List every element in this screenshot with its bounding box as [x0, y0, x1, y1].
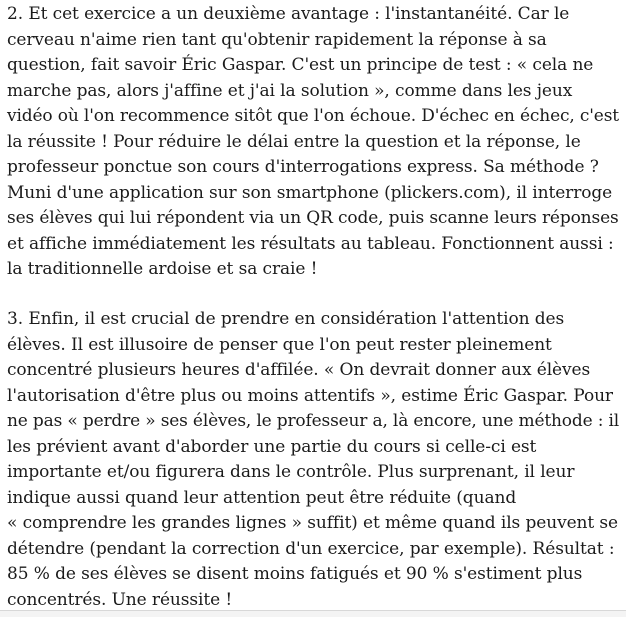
text-line: ses élèves qui lui répondent via un QR code, puis scanne leurs réponses: [7, 208, 619, 228]
text-line: vidéo où l'on recommence sitôt que l'on échoue. D'échec en échec, c'est: [7, 106, 619, 126]
text-line: professeur ponctue son cours d'interrogations express. Sa méthode ?: [7, 157, 599, 177]
text-line: 3. Enfin, il est crucial de prendre en considération l'attention des: [7, 309, 565, 329]
text-line: importante et/ou figurera dans le contrôle. Plus surprenant, il leur: [7, 462, 575, 482]
text-line: la réussite ! Pour réduire le délai entre la question et la réponse, le: [7, 131, 581, 152]
text-line: et affiche immédiatement les résultats au tableau. Fonctionnent aussi :: [7, 233, 614, 254]
text-line: indique aussi quand leur attention peut être réduite (quand: [7, 487, 517, 508]
paragraph-2-instantaneity: [7, 2, 619, 283]
text-line: élèves. Il est illusoire de penser que l'on peut rester pleinement: [7, 334, 552, 355]
text-line: l'autorisation d'être plus ou moins attentifs », estime Éric Gaspar. Pour: [7, 385, 613, 406]
text-line: Muni d'une application sur son smartphone (plickers.com), il interroge: [7, 182, 613, 203]
text-line: détendre (pendant la correction d'un exercice, par exemple). Résultat :: [7, 538, 615, 559]
text-line: question, fait savoir Éric Gaspar. C'est un principe de test : « cela ne: [7, 55, 594, 75]
text-line: cerveau n'aime rien tant qu'obtenir rapidement la réponse à sa: [7, 29, 547, 50]
text-line: 85 % de ses élèves se disent moins fatigués et 90 % s'estiment plus: [7, 564, 583, 584]
text-line: la traditionnelle ardoise et sa craie !: [7, 259, 318, 279]
paragraph-3-attention: [7, 307, 619, 613]
text-line: concentré plusieurs heures d'affilée. « On devrait donner aux élèves: [7, 360, 591, 380]
text-line: ne pas « perdre » ses élèves, le professeur a, là encore, une méthode : il: [7, 411, 620, 431]
text-line: concentrés. Une réussite !: [7, 589, 233, 610]
text-line: 2. Et cet exercice a un deuxième avantage : l'instantanéité. Car le: [7, 4, 570, 24]
bottom-strip: [0, 611, 626, 617]
text-line: les prévient avant d'aborder une partie du cours si celle-ci est: [7, 436, 537, 457]
text-line: marche pas, alors j'affine et j'ai la solution », comme dans les jeux: [7, 80, 573, 101]
text-line: « comprendre les grandes lignes » suffit) et même quand ils peuvent se: [7, 513, 619, 533]
